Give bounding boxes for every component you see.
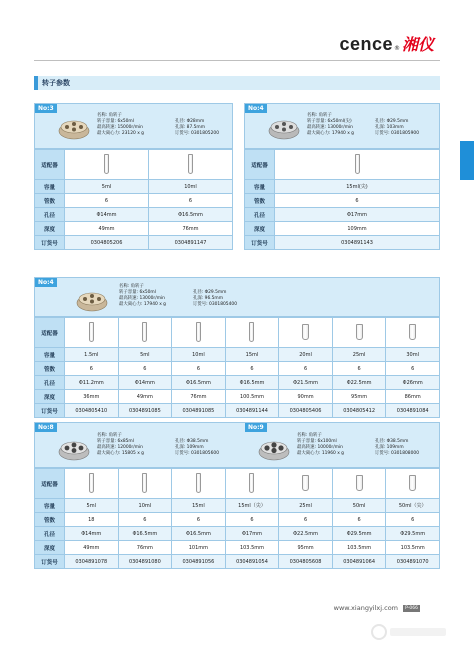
spec-capacity: 转子容量: 6x50ml: [119, 290, 156, 295]
header-divider: [34, 60, 440, 61]
cell-count: 18: [65, 513, 119, 527]
adapter-cell: [279, 318, 333, 348]
cell-bore: Φ29.5mm: [332, 527, 386, 541]
rotor-specs-right: [175, 119, 219, 137]
adapter-cell: [65, 150, 149, 180]
cell-bore: Φ22.5mm: [332, 376, 386, 390]
spec-capacity: 转子容量: 6x50ml(尖): [307, 119, 352, 124]
spec-name: 名称: 角转子: [297, 433, 322, 438]
section-title: 转子参数: [34, 76, 440, 90]
cell-bore: Φ21.5mm: [279, 376, 333, 390]
cell-bore: Φ29.5mm: [386, 527, 440, 541]
cell-capacity: 15ml: [172, 499, 226, 513]
cell-depth: 49mm: [65, 541, 119, 555]
spec-name: 名称: 角转子: [119, 284, 144, 289]
row-label-count: 管数: [245, 194, 275, 208]
tube-icon: [188, 154, 193, 174]
cell-bore: Φ14mm: [118, 376, 172, 390]
row-label-order: 订货号: [35, 404, 65, 418]
page-number: P-066: [405, 606, 418, 611]
cell-bore: Φ17mm: [225, 527, 279, 541]
rotor-block-no4-tip: [244, 103, 440, 250]
spec-speed: 最高转速: 13000r/min: [307, 125, 353, 130]
cell-order: 0304805206: [65, 236, 149, 250]
cell-bore: Φ16.5mm: [149, 208, 233, 222]
tube-icon: [89, 473, 94, 493]
cell-order: 0304891078: [65, 555, 119, 569]
cell-bore: Φ16.5mm: [118, 527, 172, 541]
row-label-adapter: 适配器: [35, 150, 65, 180]
rotor-specs-left: [119, 284, 166, 308]
row-label-adapter: 适配器: [35, 469, 65, 499]
tube-icon: [302, 324, 309, 340]
cell-depth: 95mm: [332, 390, 386, 404]
row-label-depth: 深度: [245, 222, 275, 236]
cell-capacity: 15ml: [225, 348, 279, 362]
cell-capacity: 10ml: [172, 348, 226, 362]
cell-depth: 49mm: [65, 222, 149, 236]
cell-order: 0304891070: [386, 555, 440, 569]
cell-count: 6: [65, 362, 119, 376]
row-label-bore: 孔径: [35, 208, 65, 222]
cell-order: 0304891147: [149, 236, 233, 250]
cell-order: 0304805406: [279, 404, 333, 418]
cell-count: 6: [118, 513, 172, 527]
adapter-cell: [149, 150, 233, 180]
spec-name: 名称: 角转子: [97, 113, 122, 118]
spec-speed: 最高转速: 12000r/min: [97, 445, 143, 450]
cell-bore: Φ16.5mm: [172, 376, 226, 390]
rotor-header: [34, 422, 440, 468]
row-label-capacity: 容量: [35, 348, 65, 362]
cell-bore: Φ14mm: [65, 527, 119, 541]
cell-order: 0304891064: [332, 555, 386, 569]
adapter-cell: [275, 150, 440, 180]
cell-capacity: 30ml: [386, 348, 440, 362]
rotor-block-no3: [34, 103, 233, 250]
spec-depth: 孔深: 87.5mm: [175, 125, 205, 130]
tube-icon: [196, 322, 201, 342]
spec-capacity: 转子容量: 6x100ml: [297, 439, 337, 444]
spec-order: 订货号: 0301808000: [375, 451, 419, 456]
cell-count: 6: [275, 194, 440, 208]
cell-capacity: 5ml: [65, 180, 149, 194]
rotor-specs-left: [97, 113, 144, 137]
adapter-cell: [386, 469, 440, 499]
cell-depth: 86mm: [386, 390, 440, 404]
rotor-icon: [57, 114, 91, 140]
row-label-depth: 深度: [35, 541, 65, 555]
tube-icon: [302, 475, 309, 491]
rotor-number: No:4: [35, 278, 57, 287]
cell-bore: Φ11.2mm: [65, 376, 119, 390]
spec-order: 订货号: 0301805400: [193, 302, 237, 307]
cell-capacity: 20ml: [279, 348, 333, 362]
cell-depth: 109mm: [275, 222, 440, 236]
row-label-adapter: 适配器: [245, 150, 275, 180]
cell-count: 6: [225, 362, 279, 376]
spec-bore: 孔径: Φ38.5mm: [175, 439, 209, 444]
cell-depth: 49mm: [118, 390, 172, 404]
rotor-header: [34, 103, 233, 149]
tube-icon: [249, 322, 254, 342]
spec-capacity: 转子容量: 6x85ml: [97, 439, 134, 444]
spec-name: 名称: 角转子: [307, 113, 332, 118]
cell-count: 6: [332, 362, 386, 376]
adapter-cell: [386, 318, 440, 348]
row-label-depth: 深度: [35, 222, 65, 236]
rotor-specs-left: [307, 113, 354, 137]
row-label-count: 管数: [35, 513, 65, 527]
adapter-cell: [172, 469, 226, 499]
website-url: www.xiangyilxj.com: [333, 604, 398, 612]
cell-order: 0304891085: [172, 404, 226, 418]
cell-order: 0304805412: [332, 404, 386, 418]
rotor-header: [244, 103, 440, 149]
row-label-capacity: 容量: [35, 180, 65, 194]
cell-bore: Φ17mm: [275, 208, 440, 222]
adapter-cell: [225, 318, 279, 348]
spec-capacity: 转子容量: 6x50ml: [97, 119, 134, 124]
rotor-icon: [75, 286, 109, 312]
rotor-specs-right: [175, 439, 219, 457]
row-label-depth: 深度: [35, 390, 65, 404]
cell-capacity: 5ml: [118, 348, 172, 362]
cell-order: 0304891054: [225, 555, 279, 569]
rotor-number: No:8: [35, 423, 57, 432]
row-label-capacity: 容量: [35, 499, 65, 513]
cell-depth: 103.5mm: [386, 541, 440, 555]
adapter-cell: [65, 469, 119, 499]
row-label-count: 管数: [35, 194, 65, 208]
cell-depth: 76mm: [118, 541, 172, 555]
cell-depth: 76mm: [172, 390, 226, 404]
brand-logo: [339, 32, 434, 55]
cell-count: 6: [386, 362, 440, 376]
cell-order: 0304891144: [225, 404, 279, 418]
adapter-table: [34, 149, 233, 250]
adapter-cell: [225, 469, 279, 499]
spec-depth: 孔深: 96.5mm: [193, 296, 223, 301]
cell-depth: 95mm: [279, 541, 333, 555]
cell-order: 0304891080: [118, 555, 172, 569]
adapter-cell: [118, 318, 172, 348]
spec-rcf: 最大离心力: 17940 x g: [307, 131, 354, 136]
cell-depth: 36mm: [65, 390, 119, 404]
cell-bore: Φ16.5mm: [225, 376, 279, 390]
spec-depth: 孔深: 109mm: [175, 445, 204, 450]
cell-bore: Φ16.5mm: [172, 527, 226, 541]
tube-icon: [89, 322, 94, 342]
rotor-icon: [267, 114, 301, 140]
cell-bore: Φ26mm: [386, 376, 440, 390]
tube-icon: [142, 322, 147, 342]
spec-speed: 最高转速: 13000r/min: [119, 296, 165, 301]
cell-capacity: 15ml（尖）: [225, 499, 279, 513]
cell-capacity: 25ml: [279, 499, 333, 513]
cell-bore: Φ14mm: [65, 208, 149, 222]
rotor-number-2: No:9: [245, 423, 267, 432]
cell-capacity: 10ml: [149, 180, 233, 194]
rotor-specs-left-2: [297, 433, 344, 457]
rotor-specs-right-2: [375, 439, 419, 457]
row-label-order: 订货号: [35, 236, 65, 250]
tube-icon: [104, 154, 109, 174]
spec-bore: 孔径: Φ29.5mm: [193, 290, 227, 295]
cell-capacity: 25ml: [332, 348, 386, 362]
row-label-adapter: 适配器: [35, 318, 65, 348]
adapter-cell: [172, 318, 226, 348]
row-label-count: 管数: [35, 362, 65, 376]
adapter-cell: [332, 318, 386, 348]
cell-order: 0304891056: [172, 555, 226, 569]
cell-count: 6: [386, 513, 440, 527]
rotor-icon: [57, 435, 91, 461]
cell-count: 6: [149, 194, 233, 208]
adapter-cell: [65, 318, 119, 348]
rotor-specs-right: [375, 119, 419, 137]
tube-icon: [356, 324, 363, 340]
cell-depth: 103.5mm: [332, 541, 386, 555]
cell-depth: 76mm: [149, 222, 233, 236]
rotor-number: No:3: [35, 104, 57, 113]
cell-capacity: 50ml: [332, 499, 386, 513]
tube-icon: [142, 473, 147, 493]
tube-icon: [196, 473, 201, 493]
spec-rcf: 最大离心力: 15805 x g: [97, 451, 144, 456]
cell-count: 6: [332, 513, 386, 527]
cell-count: 6: [225, 513, 279, 527]
cell-count: 6: [172, 513, 226, 527]
adapter-table: [34, 317, 440, 418]
cell-order: 0304891085: [118, 404, 172, 418]
spec-rcf: 最大离心力: 11960 x g: [297, 451, 344, 456]
cell-order: 0304891084: [386, 404, 440, 418]
brand-name-en: cence: [339, 34, 393, 54]
row-label-bore: 孔径: [245, 208, 275, 222]
spec-depth: 孔深: 103mm: [375, 125, 404, 130]
spec-order: 订货号: 0301805600: [175, 451, 219, 456]
adapter-table: [244, 149, 440, 250]
cell-count: 6: [279, 362, 333, 376]
spec-order: 订货号: 0301805900: [375, 131, 419, 136]
chapter-tab: [460, 141, 474, 180]
cell-count: 6: [279, 513, 333, 527]
spec-bore: 孔径: Φ28mm: [175, 119, 205, 124]
registered-mark: ®: [393, 45, 400, 52]
row-label-bore: 孔径: [35, 376, 65, 390]
spec-name: 名称: 角转子: [97, 433, 122, 438]
spec-bore: 孔径: Φ38.5mm: [375, 439, 409, 444]
rotor-header: [34, 277, 440, 317]
row-label-capacity: 容量: [245, 180, 275, 194]
rotor-icon: [257, 435, 291, 461]
cell-depth: 90mm: [279, 390, 333, 404]
spec-rcf: 最大离心力: 17940 x g: [119, 302, 166, 307]
adapter-cell: [332, 469, 386, 499]
spec-bore: 孔径: Φ29.5mm: [375, 119, 409, 124]
adapter-table: [34, 468, 440, 569]
cell-order: 0304805608: [279, 555, 333, 569]
tube-icon: [355, 154, 360, 174]
rotor-block-no8-no9: [34, 422, 440, 569]
brand-name-cn: 湘仪: [401, 35, 434, 54]
cell-bore: Φ22.5mm: [279, 527, 333, 541]
spec-order: 订货号: 0301805200: [175, 131, 219, 136]
cell-depth: 101mm: [172, 541, 226, 555]
adapter-cell: [279, 469, 333, 499]
rotor-block-no4: [34, 277, 440, 418]
cell-capacity: 15ml(尖): [275, 180, 440, 194]
cell-depth: 103.5mm: [225, 541, 279, 555]
spec-depth: 孔深: 109mm: [375, 445, 404, 450]
cell-capacity: 5ml: [65, 499, 119, 513]
cell-capacity: 50ml（尖）: [386, 499, 440, 513]
cell-count: 6: [172, 362, 226, 376]
row-label-order: 订货号: [245, 236, 275, 250]
cell-order: 0304805410: [65, 404, 119, 418]
rotor-specs-right: [193, 290, 237, 308]
watermark-logo: [370, 623, 448, 641]
tube-icon: [409, 475, 416, 491]
row-label-order: 订货号: [35, 555, 65, 569]
tube-icon: [356, 475, 363, 491]
spec-speed: 最高转速: 10000r/min: [297, 445, 343, 450]
rotor-number: No:4: [245, 104, 267, 113]
cell-count: 6: [65, 194, 149, 208]
adapter-cell: [118, 469, 172, 499]
cell-capacity: 10ml: [118, 499, 172, 513]
rotor-specs-left: [97, 433, 144, 457]
tube-icon: [249, 473, 254, 493]
row-label-bore: 孔径: [35, 527, 65, 541]
tube-icon: [409, 324, 416, 340]
spec-rcf: 最大离心力: 23120 x g: [97, 131, 144, 136]
cell-count: 6: [118, 362, 172, 376]
cell-order: 0304891143: [275, 236, 440, 250]
cell-capacity: 1.5ml: [65, 348, 119, 362]
spec-speed: 最高转速: 15000r/min: [97, 125, 143, 130]
cell-depth: 100.5mm: [225, 390, 279, 404]
